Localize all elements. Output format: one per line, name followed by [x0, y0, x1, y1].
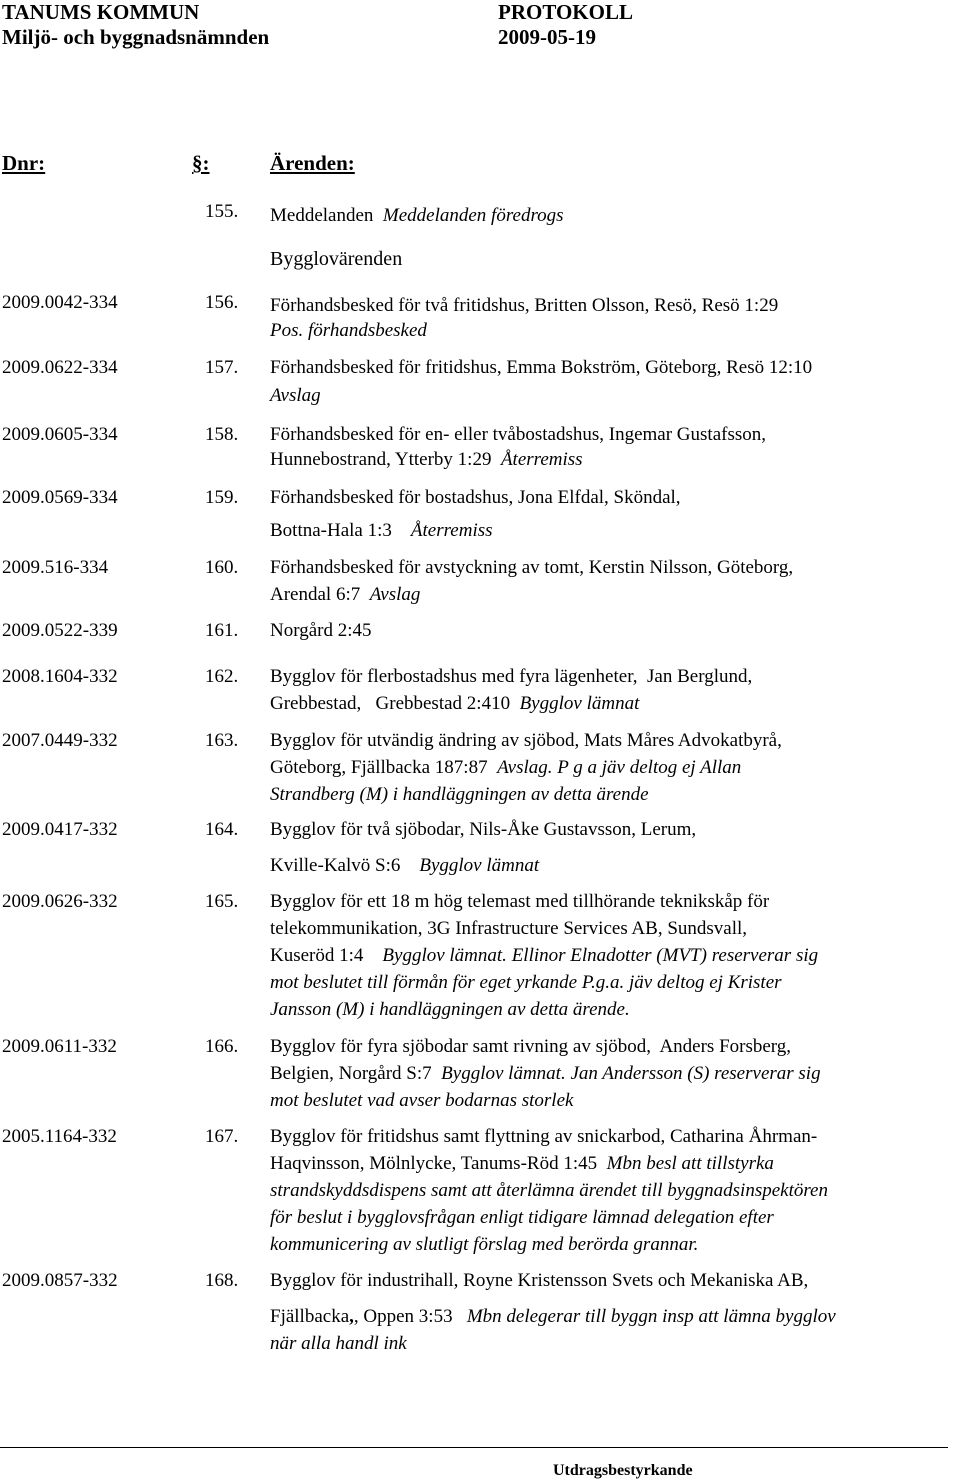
dnr-number: 2009.0626-332 [2, 891, 118, 912]
item-text: Förhandsbesked för avstyckning av tomt, Kerstin Nilsson, Göteborg, [270, 557, 794, 578]
dnr-number: 2009.516-334 [2, 557, 109, 578]
dnr-number: 2009.0611-332 [2, 1036, 117, 1057]
item-note: Jansson (M) i handläggningen av detta ärende. [270, 999, 630, 1020]
item-text: Bygglov för fritidshus samt flyttning av snickarbod, Catharina Åhrman- [270, 1126, 818, 1147]
section-heading: Bygglovärenden [270, 248, 403, 270]
section-number: 167. [205, 1126, 239, 1147]
item-text: Kville-Kalvö S:6 Bygglov lämnat [270, 855, 540, 876]
section-number: 166. [205, 1036, 239, 1057]
item-note: strandskyddsdispens samt att återlämna ärendet till byggnadsinspektören [270, 1180, 828, 1201]
item-text: Göteborg, Fjällbacka 187:87 Avslag. P g a jäv deltog ej Allan [270, 757, 742, 778]
org-name: TANUMS KOMMUN [2, 0, 200, 24]
column-dnr: Dnr: [2, 151, 46, 175]
dnr-number: 2009.0522-339 [2, 620, 118, 641]
item-text: Grebbestad, Grebbestad 2:410 Bygglov lämnat [270, 693, 640, 714]
dnr-number: 2009.0042-334 [2, 292, 118, 313]
item-text: Bygglov för flerbostadshus med fyra lägenheter, Jan Berglund, [270, 666, 753, 687]
dnr-number: 2009.0417-332 [2, 819, 118, 840]
column-section: §: [192, 151, 210, 175]
section-number: 160. [205, 557, 239, 578]
dnr-number: 2008.1604-332 [2, 666, 118, 687]
item-text: Bygglov för fyra sjöbodar samt rivning av sjöbod, Anders Forsberg, [270, 1036, 792, 1057]
dnr-number: 2007.0449-332 [2, 730, 118, 751]
item-text: Förhandsbesked för fritidshus, Emma Bokström, Göteborg, Resö 12:10 [270, 357, 813, 378]
dnr-number: 2005.1164-332 [2, 1126, 117, 1147]
dnr-number: 2009.0857-332 [2, 1270, 118, 1291]
section-number: 162. [205, 666, 239, 687]
section-number: 165. [205, 891, 239, 912]
meeting-date: 2009-05-19 [498, 25, 596, 49]
section-number: 168. [205, 1270, 239, 1291]
section-number: 161. [205, 620, 239, 641]
item-note: Strandberg (M) i handläggningen av detta ärende [270, 784, 649, 805]
dnr-number: 2009.0622-334 [2, 357, 118, 378]
dnr-number: 2009.0605-334 [2, 424, 118, 445]
item-text: Bygglov för utvändig ändring av sjöbod, Mats Måres Advokatbyrå, [270, 730, 782, 751]
item-note: när alla handl ink [270, 1333, 407, 1354]
footer-label: Utdragsbestyrkande [553, 1462, 693, 1479]
item-text: telekommunikation, 3G Infrastructure Services AB, Sundsvall, [270, 918, 748, 939]
item-note: för beslut i bygglovsfrågan enligt tidigare lämnad delegation efter [270, 1207, 774, 1228]
item-note: mot beslutet till förmån för eget yrkande P.g.a. jäv deltog ej Krister [270, 972, 782, 993]
footer-divider [0, 1447, 948, 1448]
item-note: mot beslutet vad avser bodarnas storlek [270, 1090, 574, 1111]
section-number: 157. [205, 357, 239, 378]
item-decision: Pos. förhandsbesked [270, 320, 427, 341]
item-text: Hunnebostrand, Ytterby 1:29 Återremiss [270, 449, 583, 470]
section-number: 159. [205, 487, 239, 508]
item-text: Norgård 2:45 [270, 620, 372, 641]
item-text: Förhandsbesked för två fritidshus, Britten Olsson, Resö, Resö 1:29 [270, 295, 779, 316]
item-text: Belgien, Norgård S:7 Bygglov lämnat. Jan Andersson (S) reserverar sig [270, 1063, 821, 1084]
column-arenden: Ärenden: [270, 151, 355, 175]
section-number: 156. [205, 292, 239, 313]
item-text: Kuseröd 1:4 Bygglov lämnat. Ellinor Elnadotter (MVT) reserverar sig [270, 945, 819, 966]
item-text: Arendal 6:7 Avslag [270, 584, 421, 605]
section-number: 164. [205, 819, 239, 840]
item-text: Meddelanden Meddelanden föredrogs [270, 205, 564, 226]
section-number: 158. [205, 424, 239, 445]
item-text: Bygglov för två sjöbodar, Nils-Åke Gustavsson, Lerum, [270, 819, 697, 840]
item-text: Förhandsbesked för en- eller tvåbostadshus, Ingemar Gustafsson, [270, 424, 766, 445]
committee-name: Miljö- och byggnadsnämnden [2, 25, 270, 49]
section-number: 163. [205, 730, 239, 751]
section-number: 155. [205, 201, 239, 222]
item-note: kommunicering av slutligt förslag med berörda grannar. [270, 1234, 699, 1255]
item-text: Fjällbacka,, Oppen 3:53 Mbn delegerar till byggn insp att lämna bygglov [270, 1306, 836, 1327]
item-text: Bygglov för industrihall, Royne Kristensson Svets och Mekaniska AB, [270, 1270, 809, 1291]
item-text: Bottna-Hala 1:3 Återremiss [270, 520, 493, 541]
item-text: Haqvinsson, Mölnlycke, Tanums-Röd 1:45 Mbn besl att tillstyrka [270, 1153, 774, 1174]
item-text: Bygglov för ett 18 m hög telemast med tillhörande teknikskåp för [270, 891, 770, 912]
item-decision: Avslag [270, 385, 321, 406]
doc-type: PROTOKOLL [498, 0, 633, 24]
item-text: Förhandsbesked för bostadshus, Jona Elfdal, Sköndal, [270, 487, 681, 508]
dnr-number: 2009.0569-334 [2, 487, 118, 508]
